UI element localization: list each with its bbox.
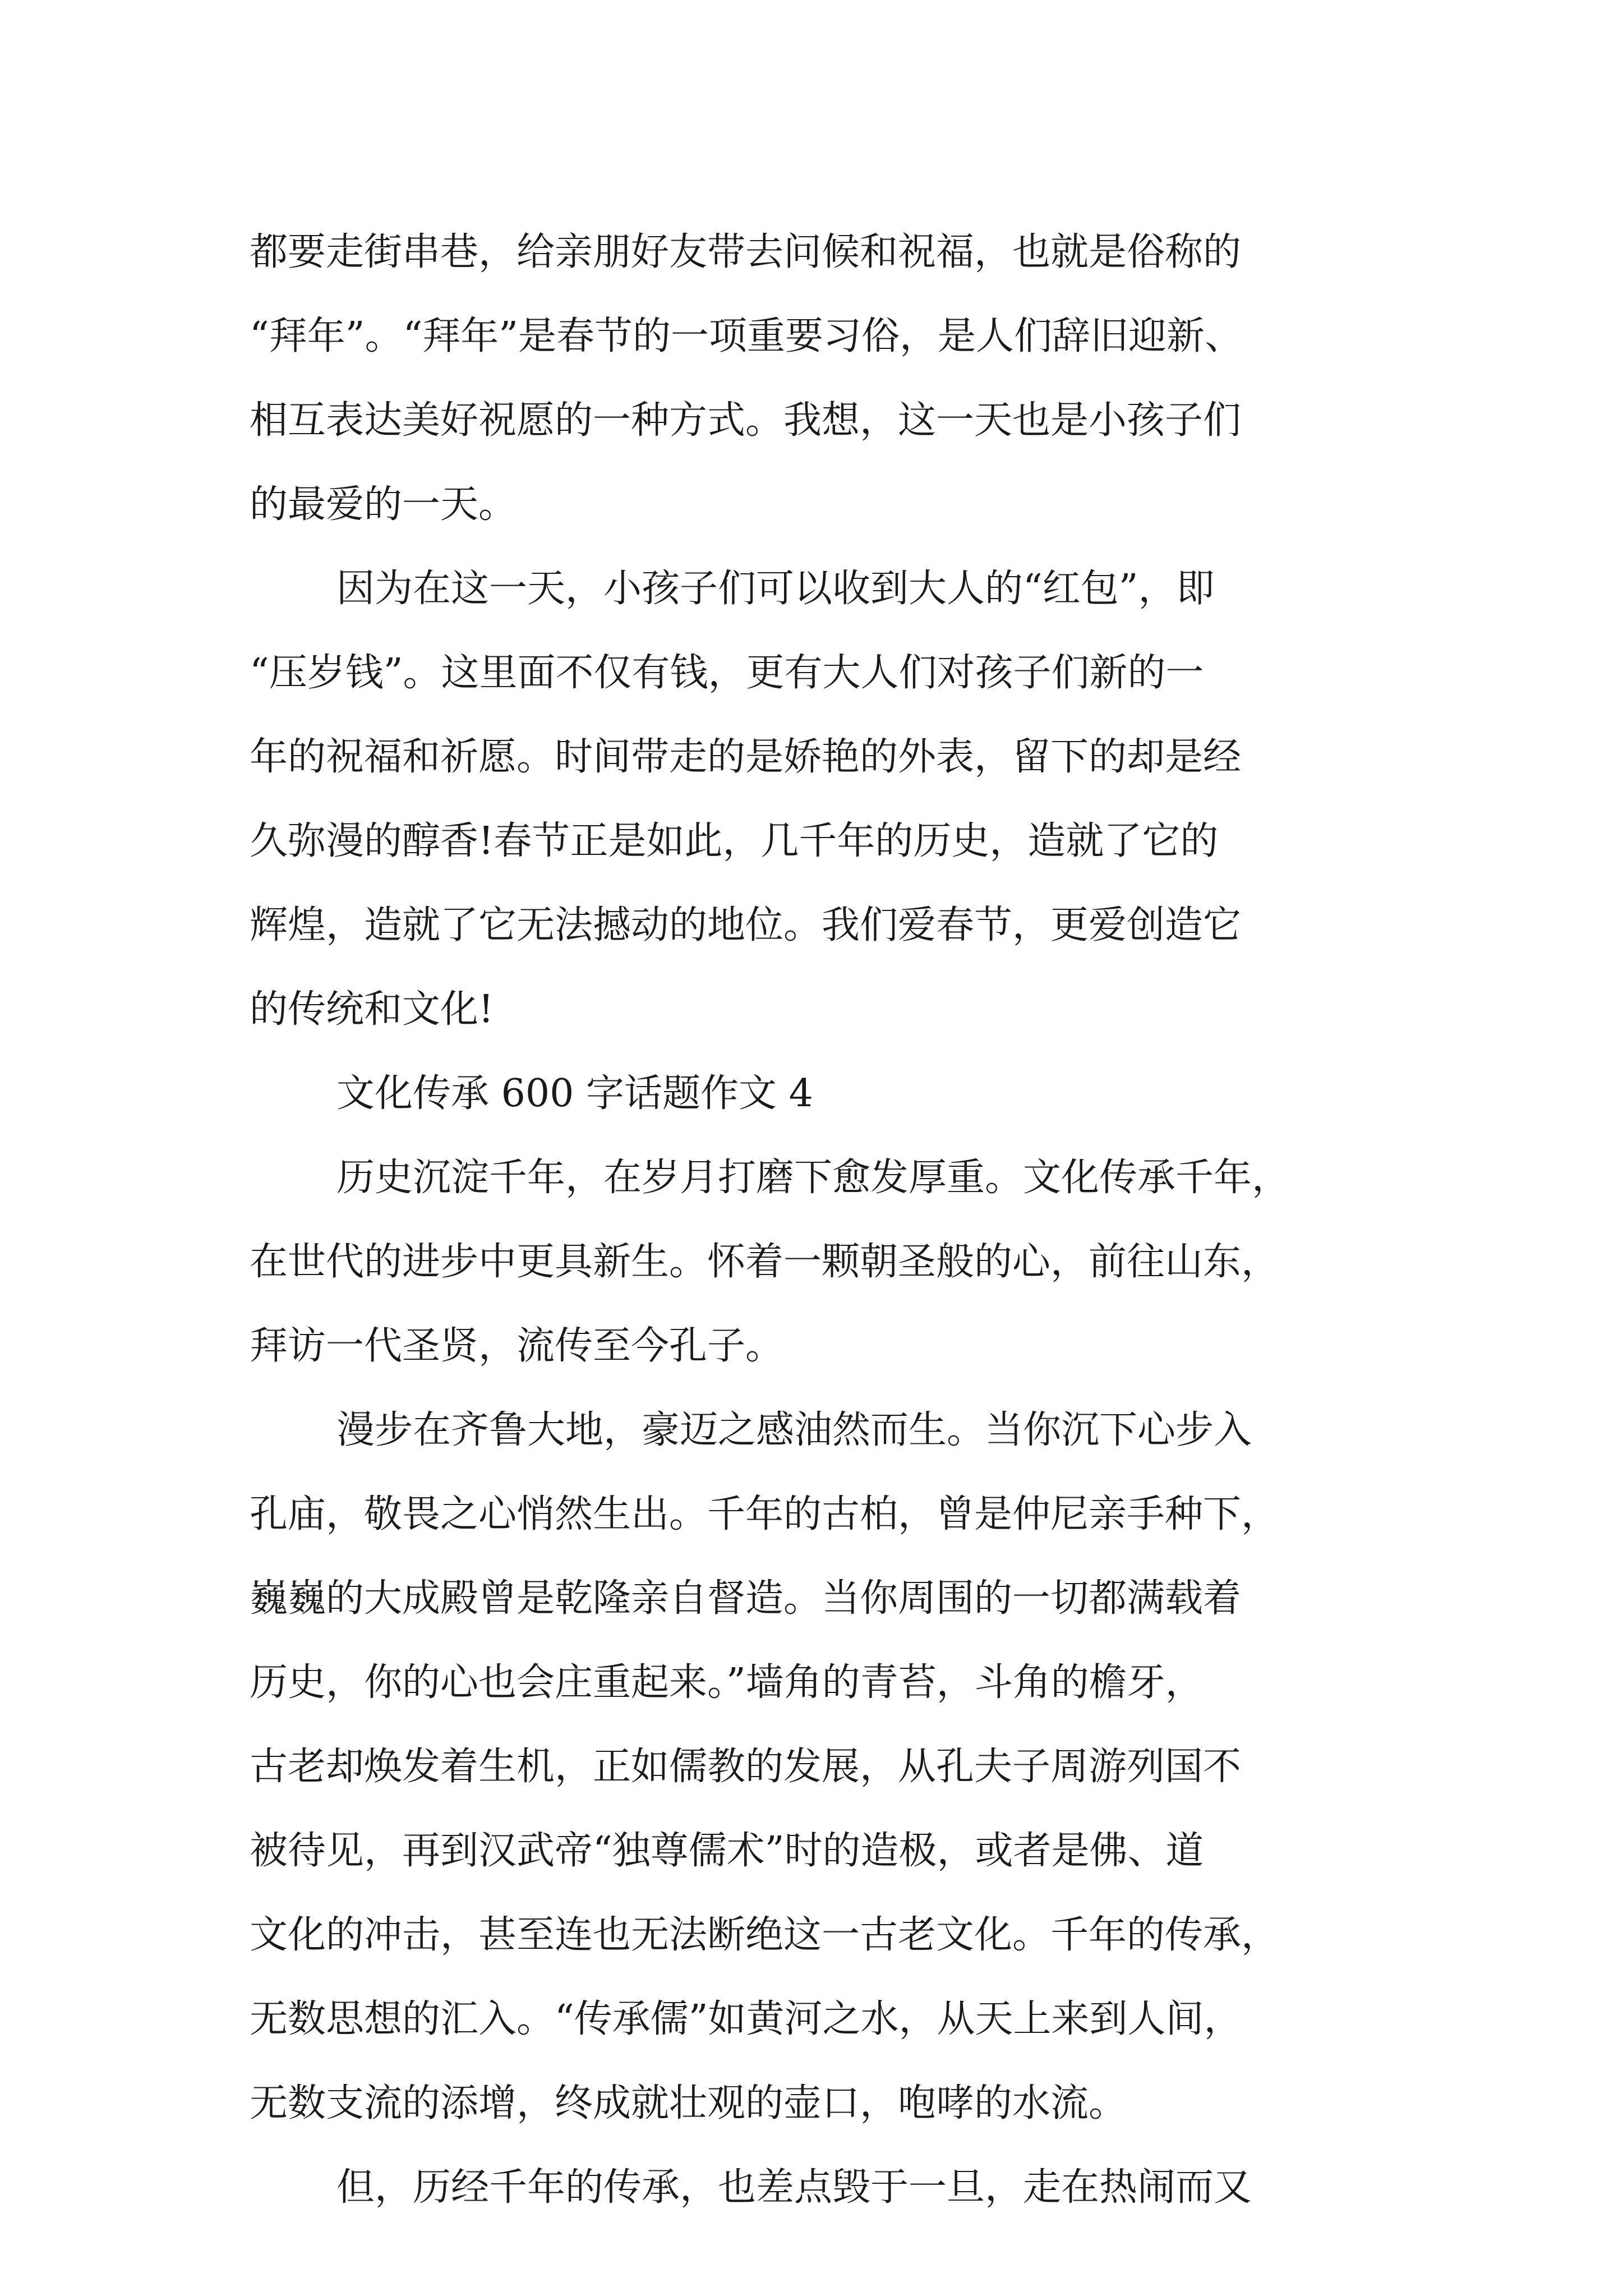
text-line-7: 年的祝福和祈愿。时间带走的是娇艳的外表，留下的却是经: [250, 735, 1242, 779]
text-line-13: 在世代的进步中更具新生。怀着一颗朝圣般的心，前往山东，: [250, 1240, 1280, 1284]
text-line-10: 的传统和文化!: [250, 987, 494, 1032]
text-line-4: 的最爱的一天。: [250, 482, 517, 527]
text-line-22: 无数思想的汇入。“传承儒”如黄河之水，从天上来到人间，: [250, 1997, 1242, 2041]
text-line-1: 都要走街串巷，给亲朋好友带去问候和祝福，也就是俗称的: [250, 230, 1242, 274]
text-line-5: 因为在这一天，小孩子们可以收到大人的“红包”，即: [336, 567, 1215, 611]
article-body: [250, 210, 1394, 2230]
text-line-2: “拜年”。“拜年”是春节的一项重要习俗，是人们辞旧迎新、: [250, 314, 1243, 358]
text-line-12: 历史沉淀千年，在岁月打磨下愈发厚重。文化传承千年，: [336, 1156, 1290, 1200]
text-line-15: 漫步在齐鲁大地，豪迈之感油然而生。当你沉下心步入: [336, 1408, 1252, 1452]
text-line-23: 无数支流的添增，终成就壮观的壶口，咆哮的水流。: [250, 2081, 1127, 2125]
text-line-14: 拜访一代圣贤，流传至今孔子。: [250, 1324, 784, 1368]
text-line-3: 相互表达美好祝愿的一种方式。我想，这一天也是小孩子们: [250, 398, 1242, 443]
text-line-17: 巍巍的大成殿曾是乾隆亲自督造。当你周围的一切都满载着: [250, 1576, 1242, 1621]
text-line-21: 文化的冲击，甚至连也无法断绝这一古老文化。千年的传承，: [250, 1913, 1280, 1957]
text-line-20: 被待见，再到汉武帝“独尊儒术”时的造极，或者是佛、道: [250, 1829, 1204, 1873]
text-line-18: 历史，你的心也会庄重起来。”墙角的青苔，斗角的檐牙，: [250, 1660, 1204, 1705]
text-line-8: 久弥漫的醇香!春节正是如此，几千年的历史，造就了它的: [250, 819, 1219, 863]
text-line-6: “压岁钱”。这里面不仅有钱，更有大人们对孩子们新的一: [250, 651, 1204, 695]
section-heading: 文化传承 600 字话题作文 4: [336, 1071, 813, 1116]
text-line-24: 但，历经千年的传承，也差点毁于一旦，走在热闹而又: [336, 2165, 1252, 2210]
text-line-9: 辉煌，造就了它无法撼动的地位。我们爱春节，更爱创造它: [250, 903, 1242, 947]
text-line-16: 孔庙，敬畏之心悄然生出。千年的古柏，曾是仲尼亲手种下，: [250, 1492, 1280, 1536]
text-line-19: 古老却焕发着生机，正如儒教的发展，从孔夫子周游列国不: [250, 1745, 1242, 1789]
